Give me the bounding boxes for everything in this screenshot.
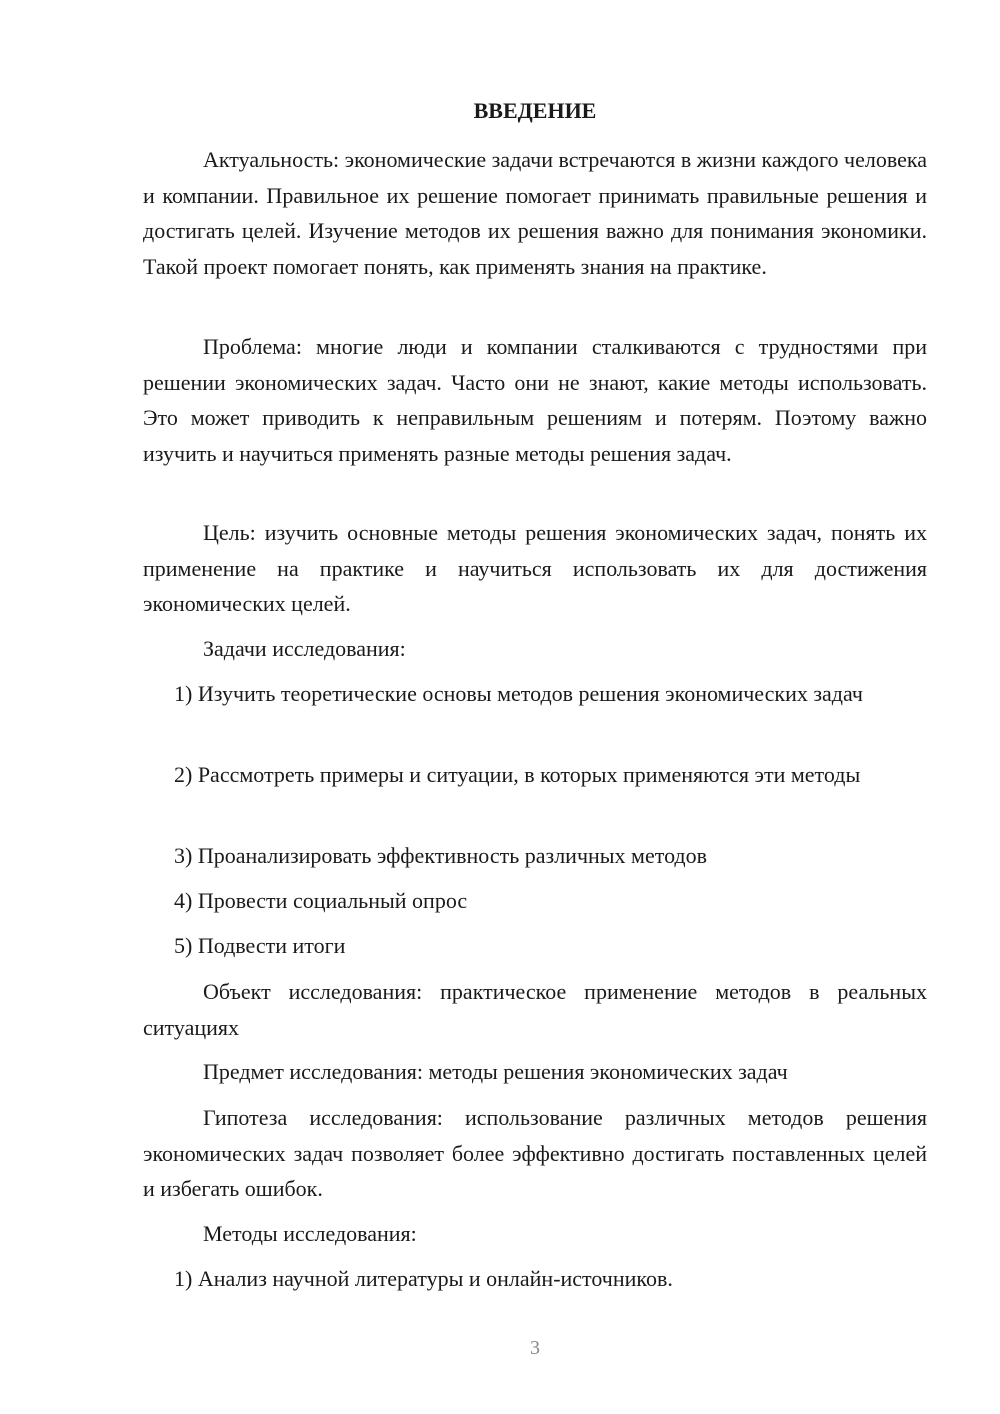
page-number: 3 (530, 1337, 540, 1359)
paragraph-object: Объект исследования: практическое применение методов в реальных ситуациях (143, 979, 927, 1040)
paragraph-hypothesis: Гипотеза исследования: использование различных методов решения экономических задач позволяет более эффективно достигать поставленных целей и избегать ошибок. (143, 1105, 927, 1201)
task-item-4: 4) Провести социальный опрос (174, 888, 468, 913)
task-item-1: 1) Изучить теоретические основы методов решения экономических задач (174, 681, 863, 706)
document-page (143, 0, 927, 1414)
paragraph-problem: Проблема: многие люди и компании сталкиваются с трудностями при решении экономических задач. Часто они не знают, какие методы использовать. Это может приводить к неправильным решениям и потерям. Поэтому важно изучить и научиться применять разные методы решения задач. (143, 334, 927, 466)
task-item-3: 3) Проанализировать эффективность различных методов (174, 843, 708, 868)
paragraph-relevance: Актуальность: экономические задачи встречаются в жизни каждого человека и компании. Правильное их решение помогает принимать правильные решения и достигать целей. Изучение методов их решения важно для понимания экономики. Такой проект помогает понять, как применять знания на практике. (143, 147, 927, 279)
paragraph-subject: Предмет исследования: методы решения экономических задач (203, 1059, 788, 1084)
methods-heading: Методы исследования: (203, 1221, 417, 1246)
task-item-5: 5) Подвести итоги (174, 933, 346, 958)
task-item-2: 2) Рассмотреть примеры и ситуации, в которых применяются эти методы (174, 762, 861, 787)
tasks-heading: Задачи исследования: (203, 636, 406, 661)
paragraph-goal: Цель: изучить основные методы решения экономических задач, понять их применение на практике и научиться использовать их для достижения экономических целей. (143, 520, 927, 616)
section-title: ВВЕДЕНИЕ (473, 98, 597, 123)
method-item-1: 1) Анализ научной литературы и онлайн-источников. (174, 1266, 673, 1291)
